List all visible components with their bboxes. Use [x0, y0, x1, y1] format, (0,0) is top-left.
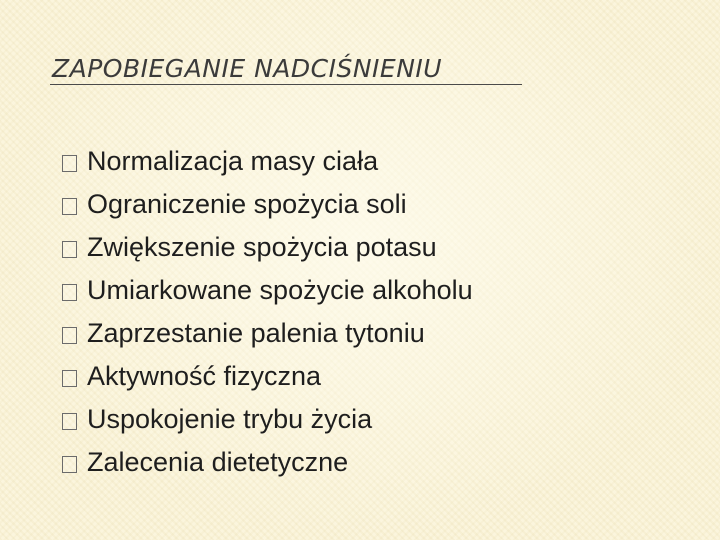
list-item-text: Umiarkowane spożycie alkoholu	[87, 275, 473, 305]
list-item	[62, 226, 473, 269]
list-item-text: Zwiększenie spożycia potasu	[87, 232, 437, 262]
list-item-text: Zaprzestanie palenia tytoniu	[87, 318, 425, 348]
square-bullet-icon	[62, 370, 77, 387]
square-bullet-icon	[62, 413, 77, 430]
square-bullet-icon	[62, 198, 77, 215]
list-item	[62, 140, 473, 183]
list-item-text: Aktywność fizyczna	[87, 361, 322, 391]
list-item-text: Uspokojenie trybu życia	[87, 404, 373, 434]
bullet-list	[62, 140, 473, 484]
square-bullet-icon	[62, 284, 77, 301]
square-bullet-icon	[62, 155, 77, 172]
square-bullet-icon	[62, 456, 77, 473]
list-item	[62, 183, 473, 226]
list-item	[62, 312, 473, 355]
square-bullet-icon	[62, 241, 77, 258]
list-item	[62, 398, 473, 441]
title-underline	[50, 84, 522, 85]
list-item	[62, 269, 473, 312]
list-item-text: Ograniczenie spożycia soli	[87, 189, 407, 219]
square-bullet-icon	[62, 327, 77, 344]
list-item	[62, 355, 473, 398]
list-item-text: Normalizacja masy ciała	[87, 146, 379, 176]
slide-title: ZAPOBIEGANIE NADCIŚNIENIU	[52, 54, 443, 83]
list-item	[62, 441, 473, 484]
list-item-text: Zalecenia dietetyczne	[87, 447, 349, 477]
